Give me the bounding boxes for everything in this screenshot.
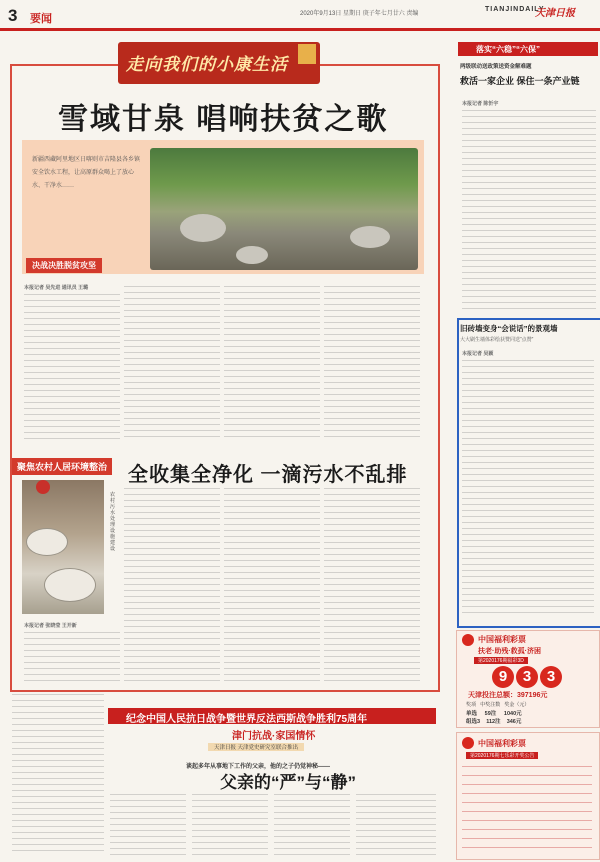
article-column <box>24 632 120 684</box>
right-subhead: 两级联动送政策送资金解难题 <box>460 64 532 70</box>
second-title: 全收集全净化 一滴污水不乱排 <box>128 464 408 486</box>
table-cell: 组选3 <box>466 719 481 725</box>
series-title: 津门抗战·家国情怀 <box>232 731 316 742</box>
article-column <box>462 110 596 312</box>
photo-rock <box>350 226 390 248</box>
table-row <box>466 709 522 717</box>
table-cell: 单选 <box>466 711 478 717</box>
stream-photo <box>150 148 418 270</box>
lottery-logo-icon <box>462 737 474 749</box>
paper-logo: 天津日报 <box>535 8 575 19</box>
highlight-byline: 本报记者 吴颖 <box>462 351 494 357</box>
lottery-ball: 9 <box>492 666 514 688</box>
bottom-title: 父亲的“严”与“静” <box>220 773 356 792</box>
pipe-ring <box>26 528 68 556</box>
feature-banner-text: 走向我们的小康生活 <box>126 55 288 74</box>
lottery-logo-icon <box>462 634 474 646</box>
pipe-ring <box>44 568 96 602</box>
photo-rock <box>180 214 226 242</box>
series-credit: 天津日报 天津党史研究室联合推出 <box>208 743 304 751</box>
worker-helmet-icon <box>36 480 50 494</box>
article-column <box>224 286 320 442</box>
table-cell: 346元 <box>506 719 522 725</box>
lottery-ball: 3 <box>516 666 538 688</box>
lottery-name-2: 中国福利彩票 <box>478 739 526 748</box>
lottery-slogan: 扶老·助残·救孤·济困 <box>478 648 541 655</box>
lottery-prize-table <box>462 766 592 852</box>
right-title: 救活一家企业 保住一条产业链 <box>460 76 580 86</box>
article-column <box>462 360 594 618</box>
highlight-subtitle: 大大刷生墙体彩绘获赞同送“点赞” <box>460 337 534 343</box>
right-head: 落实“六稳”“六保” <box>476 45 540 54</box>
lottery-sales: 天津投注总额：397196元 <box>468 692 548 699</box>
article-column <box>110 794 186 858</box>
table-cell: 112注 <box>486 719 501 725</box>
lottery-table-header <box>466 701 529 708</box>
bottom-intro: 谈起多年从事地下工作的父亲，他的之子仍觉神秘—— <box>186 764 331 770</box>
table-cell: 59注 <box>484 711 497 717</box>
article-column <box>356 794 436 858</box>
lottery-draw-2: 第2020176期七乐彩开奖公告 <box>466 752 538 759</box>
paper-pinyin: TIANJINDAILY <box>485 6 545 13</box>
article-column <box>274 794 350 858</box>
lottery-ball: 3 <box>540 666 562 688</box>
article-column <box>324 488 420 684</box>
section-label: 要闻 <box>30 13 52 25</box>
article-column <box>124 488 220 684</box>
second-tag: 聚焦农村人居环境整治 <box>12 458 112 475</box>
article-column <box>24 294 120 442</box>
table-header-cell: 奖金（元） <box>504 702 530 708</box>
feature-lead-text: 新疆西藏阿里地区日喀则市吉隆县各乡镇安全饮水工程，让高原群众喝上了放心水、干净水…… <box>32 157 141 189</box>
header-rule <box>0 28 600 31</box>
article-column <box>124 286 220 442</box>
photo-caption: 农村污水处理设施建设 <box>110 492 116 552</box>
second-byline: 本报记者 张晓莹 王开新 <box>24 623 77 629</box>
article-column <box>224 488 320 684</box>
anniversary-banner-text: 纪念中国人民抗日战争暨世界反法西斯战争胜利75周年 <box>126 714 368 725</box>
lottery-name: 中国福利彩票 <box>478 635 526 644</box>
right-byline: 本报记者 陈忻宇 <box>462 101 499 107</box>
lottery-draw: 第2020176期福彩3D <box>474 657 528 664</box>
photo-rock <box>236 246 268 264</box>
feature-title: 雪域甘泉 唱响扶贫之歌 <box>58 103 389 136</box>
table-header-cell: 中奖注数 <box>480 702 501 708</box>
article-column <box>192 794 268 858</box>
article-column <box>12 694 104 856</box>
flag-icon <box>298 44 316 64</box>
feature-tag: 决战决胜脱贫攻坚 <box>26 258 102 273</box>
table-cell: 1040元 <box>503 711 522 717</box>
table-row <box>466 717 521 725</box>
issue-date: 2020年9月13日 星期日 庚子年七月廿六 责编 <box>300 11 419 17</box>
table-header-cell: 奖项 <box>466 702 477 708</box>
feature-byline: 本报记者 吴先进 通讯员 王璐 <box>24 285 89 291</box>
page-number: 3 <box>8 6 18 25</box>
article-column <box>324 286 420 442</box>
highlight-title: 旧砖墙变身“会说话”的景观墙 <box>460 324 558 333</box>
